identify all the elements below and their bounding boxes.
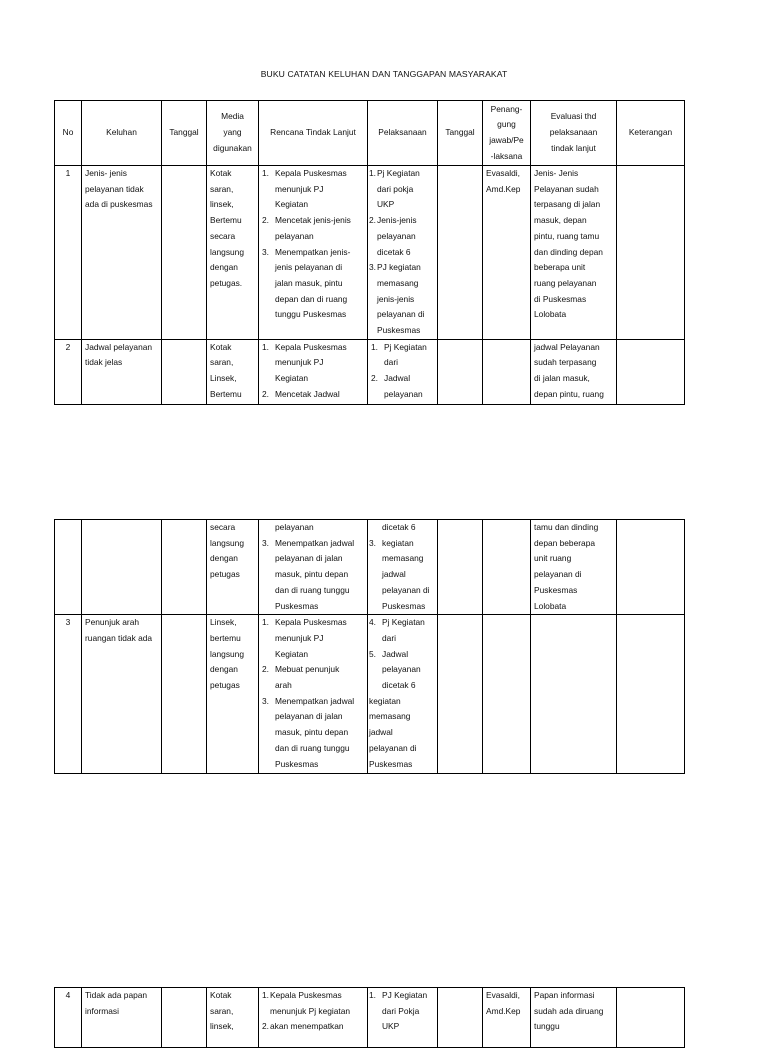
evaluasi-line: sudah terpasang bbox=[534, 357, 597, 368]
header-tanggal-2: Tanggal bbox=[438, 101, 483, 166]
pelaksanaan-item bbox=[369, 647, 437, 694]
row-keluhan bbox=[82, 339, 162, 404]
header-pelaksanaan: Pelaksanaan bbox=[368, 101, 438, 166]
rencana-line: Mencetak Jadwal bbox=[275, 388, 340, 399]
pelaksanaan-line: pelayanan bbox=[377, 230, 416, 241]
evaluasi-line: di Puskesmas bbox=[534, 293, 587, 304]
rencana-item bbox=[262, 988, 367, 1019]
evaluasi-line: ruang pelayanan bbox=[534, 277, 597, 288]
rencana-line: masuk, pintu depan bbox=[275, 727, 349, 738]
header-evaluasi bbox=[531, 101, 617, 166]
rencana-line: menunjuk Pj kegiatan bbox=[270, 1005, 351, 1016]
header-penanggung-line: gung bbox=[497, 119, 516, 130]
rencana-item bbox=[262, 387, 367, 403]
rencana-line: Kepala Puskesmas bbox=[275, 168, 347, 178]
media-line: Bertemu bbox=[210, 215, 242, 226]
row-no: 4 bbox=[55, 988, 82, 1048]
table-row bbox=[55, 615, 685, 774]
rencana-line: pelayanan bbox=[275, 230, 314, 241]
item-number: 1. bbox=[262, 617, 269, 628]
table-row bbox=[55, 520, 685, 615]
pelaksanaan-line: memasang bbox=[369, 711, 411, 722]
media-line: Linsek, bbox=[210, 617, 237, 628]
evaluasi-line: Lolobata bbox=[534, 309, 567, 320]
pelaksanaan-line: dari Pokja bbox=[382, 1005, 420, 1016]
media-line: petugas bbox=[210, 680, 240, 691]
rencana-line: Mencetak jenis-jenis bbox=[275, 215, 351, 226]
header-penanggung-line: jawab/Pe bbox=[489, 135, 524, 145]
rencana-line: pelayanan bbox=[275, 522, 314, 532]
evaluasi-line: beberapa unit bbox=[534, 262, 586, 273]
item-number: 1. bbox=[369, 990, 376, 1000]
rencana-line: menunjuk PJ bbox=[275, 183, 324, 194]
row-keterangan bbox=[617, 615, 685, 774]
media-line: saran, bbox=[210, 357, 234, 368]
header-evaluasi-line: Evaluasi thd bbox=[550, 111, 597, 122]
complaint-table-1 bbox=[54, 100, 685, 405]
row-penanggung-jawab bbox=[483, 988, 531, 1048]
row-tanggal-2 bbox=[438, 166, 483, 340]
row-tanggal bbox=[162, 166, 207, 340]
header-media bbox=[207, 101, 259, 166]
rencana-line: Menempatkan jenis- bbox=[275, 246, 351, 257]
rencana-item bbox=[262, 662, 367, 693]
media-line: secara bbox=[210, 522, 236, 532]
keluhan-line: informasi bbox=[85, 1005, 119, 1016]
row-evaluasi bbox=[531, 520, 617, 615]
row-keluhan bbox=[82, 988, 162, 1048]
pelaksanaan-line: pelayanan bbox=[382, 664, 421, 675]
table-row bbox=[55, 988, 685, 1048]
row-tanggal bbox=[162, 615, 207, 774]
evaluasi-line: Pelayanan sudah bbox=[534, 183, 599, 194]
pelaksanaan-line: pelayanan di bbox=[369, 742, 417, 753]
pelaksanaan-item bbox=[369, 213, 437, 260]
header-media-line: digunakan bbox=[213, 142, 252, 153]
media-line: dengan bbox=[210, 664, 238, 675]
keluhan-line: Tidak ada papan bbox=[85, 990, 148, 1000]
evaluasi-line: pelayanan di bbox=[534, 569, 582, 580]
pelaksanaan-line: dicetak 6 bbox=[382, 680, 416, 691]
rencana-line: akan menempatkan bbox=[270, 1021, 344, 1032]
header-no: No bbox=[55, 101, 82, 166]
pelaksanaan-line: PJ kegiatan bbox=[377, 262, 421, 273]
header-keterangan: Keterangan bbox=[617, 101, 685, 166]
table-header-row bbox=[55, 101, 685, 166]
item-number: 2. bbox=[262, 388, 269, 399]
evaluasi-line: Puskesmas bbox=[534, 584, 578, 595]
item-number: 1. bbox=[371, 341, 378, 352]
pelaksanaan-line: Puskesmas bbox=[369, 758, 413, 769]
pelaksanaan-line: pelayanan bbox=[384, 388, 423, 399]
rencana-line: menunjuk PJ bbox=[275, 357, 324, 368]
rencana-item bbox=[262, 694, 367, 773]
pelaksanaan-line: PJ Kegiatan bbox=[382, 990, 428, 1000]
media-line: saran, bbox=[210, 183, 234, 194]
pelaksanaan-line: Puskesmas bbox=[382, 600, 426, 611]
rencana-line: tunggu Puskesmas bbox=[275, 309, 347, 320]
media-line: Kotak bbox=[210, 990, 232, 1000]
evaluasi-line: tamu dan dinding bbox=[534, 522, 599, 532]
item-number: 3. bbox=[369, 537, 376, 548]
media-line: bertemu bbox=[210, 632, 241, 643]
row-keluhan bbox=[82, 615, 162, 774]
rencana-item bbox=[262, 615, 367, 662]
row-rencana bbox=[259, 339, 368, 404]
row-keterangan bbox=[617, 988, 685, 1048]
pelaksanaan-line: dari bbox=[384, 357, 398, 368]
table-row bbox=[55, 339, 685, 404]
pelaksanaan-line: memasang bbox=[377, 277, 419, 288]
item-number: 3. bbox=[262, 695, 269, 706]
rencana-line: Kepala Puskesmas bbox=[275, 341, 347, 352]
media-line: saran, bbox=[210, 1005, 234, 1016]
row-no: 2 bbox=[55, 339, 82, 404]
row-media bbox=[207, 339, 259, 404]
row-pelaksanaan bbox=[368, 166, 438, 340]
item-number: 1. bbox=[262, 168, 269, 178]
media-line: langsung bbox=[210, 648, 244, 659]
pelaksanaan-line: Jenis-jenis bbox=[377, 215, 417, 226]
evaluasi-line: masuk, depan bbox=[534, 215, 587, 226]
rencana-line: jenis pelayanan di bbox=[275, 262, 343, 273]
pelaksanaan-line: Pj Kegiatan bbox=[377, 168, 420, 178]
pelaksanaan-line: pelayanan di bbox=[382, 584, 430, 595]
row-tanggal bbox=[162, 339, 207, 404]
rencana-item bbox=[262, 340, 367, 387]
header-media-line: yang bbox=[223, 127, 242, 138]
item-number: 4. bbox=[369, 617, 376, 628]
table-row bbox=[55, 166, 685, 340]
rencana-line: jalan masuk, pintu bbox=[275, 277, 343, 288]
row-tanggal-2 bbox=[438, 520, 483, 615]
row-keterangan bbox=[617, 520, 685, 615]
evaluasi-line: sudah ada diruang bbox=[534, 1005, 604, 1016]
row-rencana bbox=[259, 520, 368, 615]
rencana-line: Puskesmas bbox=[275, 600, 319, 611]
row-rencana bbox=[259, 166, 368, 340]
row-penanggung-jawab bbox=[483, 615, 531, 774]
row-media bbox=[207, 615, 259, 774]
rencana-line: Kegiatan bbox=[275, 199, 309, 210]
document-title: BUKU CATATAN KELUHAN DAN TANGGAPAN MASYARAKAT bbox=[260, 69, 508, 79]
pelaksanaan-line: jadwal bbox=[369, 727, 393, 738]
row-tanggal-2 bbox=[438, 615, 483, 774]
penanggung-line: Evasaldi, bbox=[486, 168, 520, 178]
keluhan-line: Jenis- jenis bbox=[85, 168, 127, 178]
rencana-item bbox=[262, 1019, 367, 1035]
evaluasi-line: terpasang di jalan bbox=[534, 199, 601, 210]
row-tanggal-2 bbox=[438, 339, 483, 404]
keluhan-line: Jadwal pelayanan bbox=[85, 341, 153, 352]
media-line: petugas. bbox=[210, 277, 243, 288]
row-keterangan bbox=[617, 166, 685, 340]
evaluasi-line: tunggu bbox=[534, 1021, 560, 1032]
item-number: 2. bbox=[262, 1021, 269, 1032]
pelaksanaan-item bbox=[369, 536, 437, 615]
header-rencana: Rencana Tindak Lanjut bbox=[259, 101, 368, 166]
rencana-item bbox=[262, 166, 367, 213]
evaluasi-line: jadwal Pelayanan bbox=[534, 341, 600, 352]
pelaksanaan-line: kegiatan bbox=[369, 695, 401, 706]
evaluasi-line: unit ruang bbox=[534, 553, 572, 564]
media-line: dengan bbox=[210, 262, 238, 273]
pelaksanaan-line: dicetak 6 bbox=[382, 522, 416, 532]
keluhan-line: Penunjuk arah bbox=[85, 617, 140, 628]
keluhan-line: ada di puskesmas bbox=[85, 199, 153, 210]
header-media-line: Media bbox=[221, 111, 244, 122]
rencana-line: Kepala Puskesmas bbox=[270, 990, 342, 1000]
row-rencana bbox=[259, 988, 368, 1048]
item-number: 2. bbox=[262, 664, 269, 675]
header-penanggung-line: -laksana bbox=[490, 150, 523, 161]
pelaksanaan-item bbox=[371, 340, 437, 371]
rencana-line: Kegiatan bbox=[275, 648, 309, 659]
media-line: Linsek, bbox=[210, 373, 237, 384]
row-keluhan bbox=[82, 520, 162, 615]
media-line: Bertemu bbox=[210, 388, 242, 399]
item-number: 3. bbox=[262, 246, 269, 257]
header-evaluasi-line: pelaksanaan bbox=[549, 127, 598, 138]
media-line: Kotak bbox=[210, 341, 232, 352]
row-media bbox=[207, 988, 259, 1048]
evaluasi-line: depan pintu, ruang bbox=[534, 388, 604, 399]
item-number: 3. bbox=[262, 537, 269, 548]
pelaksanaan-line: UKP bbox=[377, 199, 395, 210]
keluhan-line: pelayanan tidak bbox=[85, 183, 144, 194]
pelaksanaan-item bbox=[369, 988, 437, 1035]
row-keluhan bbox=[82, 166, 162, 340]
media-line: linsek, bbox=[210, 199, 234, 210]
media-line: secara bbox=[210, 230, 236, 241]
item-number: 1. bbox=[262, 341, 269, 352]
penanggung-line: Amd.Kep bbox=[486, 1005, 521, 1016]
evaluasi-line: Papan informasi bbox=[534, 990, 595, 1000]
pelaksanaan-line: memasang bbox=[382, 553, 424, 564]
row-keterangan bbox=[617, 339, 685, 404]
pelaksanaan-line: dari pokja bbox=[377, 183, 414, 194]
rencana-line: pelayanan di jalan bbox=[275, 711, 343, 722]
evaluasi-line: Jenis- Jenis bbox=[534, 168, 579, 178]
row-no bbox=[55, 520, 82, 615]
pelaksanaan-line: Jadwal bbox=[382, 648, 409, 659]
pelaksanaan-item bbox=[371, 371, 437, 402]
row-media bbox=[207, 520, 259, 615]
media-line: dengan bbox=[210, 553, 238, 564]
pelaksanaan-line: Puskesmas bbox=[377, 325, 421, 336]
header-penanggung-jawab bbox=[483, 101, 531, 166]
media-line: Kotak bbox=[210, 168, 232, 178]
evaluasi-line: pintu, ruang tamu bbox=[534, 230, 600, 241]
rencana-line: arah bbox=[275, 680, 292, 691]
rencana-item bbox=[262, 213, 367, 244]
row-rencana bbox=[259, 615, 368, 774]
item-number: 2. bbox=[369, 215, 376, 226]
rencana-line: Menempatkan jadwal bbox=[275, 537, 355, 548]
pelaksanaan-line: jadwal bbox=[382, 569, 406, 580]
item-number: 2. bbox=[262, 215, 269, 226]
pelaksanaan-line: UKP bbox=[382, 1021, 400, 1032]
item-number: 5. bbox=[369, 648, 376, 659]
evaluasi-line: dan dinding depan bbox=[534, 246, 603, 257]
row-penanggung-jawab bbox=[483, 520, 531, 615]
row-penanggung-jawab bbox=[483, 339, 531, 404]
header-tanggal: Tanggal bbox=[162, 101, 207, 166]
row-no: 3 bbox=[55, 615, 82, 774]
item-number: 3. bbox=[369, 262, 376, 273]
pelaksanaan-line: Pj Kegiatan bbox=[384, 341, 427, 352]
keluhan-line: ruangan tidak ada bbox=[85, 632, 153, 643]
pelaksanaan-item bbox=[369, 615, 437, 646]
pelaksanaan-line: Pj Kegiatan bbox=[382, 617, 425, 628]
rencana-item bbox=[262, 245, 367, 324]
row-media bbox=[207, 166, 259, 340]
evaluasi-line: depan beberapa bbox=[534, 537, 596, 548]
rencana-line: menunjuk PJ bbox=[275, 632, 324, 643]
row-tanggal bbox=[162, 520, 207, 615]
row-evaluasi bbox=[531, 166, 617, 340]
pelaksanaan-line: kegiatan bbox=[382, 537, 414, 548]
row-pelaksanaan bbox=[368, 520, 438, 615]
rencana-line: Kepala Puskesmas bbox=[275, 617, 347, 628]
complaint-table-3 bbox=[54, 987, 685, 1048]
rencana-line: dan di ruang tunggu bbox=[275, 584, 350, 595]
rencana-line: Kegiatan bbox=[275, 373, 309, 384]
item-number: 2. bbox=[371, 373, 378, 384]
item-number: 1. bbox=[262, 990, 269, 1000]
rencana-line: depan dan di ruang bbox=[275, 293, 348, 304]
rencana-line: dan di ruang tunggu bbox=[275, 742, 350, 753]
media-line: petugas bbox=[210, 569, 240, 580]
pelaksanaan-item bbox=[369, 166, 437, 213]
row-evaluasi bbox=[531, 615, 617, 774]
rencana-line: Menempatkan jadwal bbox=[275, 695, 355, 706]
media-line: langsung bbox=[210, 537, 244, 548]
rencana-item bbox=[262, 536, 367, 615]
row-evaluasi bbox=[531, 339, 617, 404]
item-number: 1. bbox=[369, 168, 376, 178]
rencana-line: Puskesmas bbox=[275, 758, 319, 769]
keluhan-line: tidak jelas bbox=[85, 357, 123, 368]
row-pelaksanaan bbox=[368, 615, 438, 774]
row-pelaksanaan bbox=[368, 339, 438, 404]
rencana-line: pelayanan di jalan bbox=[275, 553, 343, 564]
evaluasi-line: di jalan masuk, bbox=[534, 373, 590, 384]
header-evaluasi-line: tindak lanjut bbox=[551, 142, 596, 153]
row-tanggal bbox=[162, 988, 207, 1048]
pelaksanaan-line: jenis-jenis bbox=[377, 293, 415, 304]
penanggung-line: Evasaldi, bbox=[486, 990, 520, 1000]
row-evaluasi bbox=[531, 988, 617, 1048]
evaluasi-line: Lolobata bbox=[534, 600, 567, 611]
pelaksanaan-line: Jadwal bbox=[384, 373, 411, 384]
pelaksanaan-item bbox=[369, 260, 437, 339]
media-line: linsek, bbox=[210, 1021, 234, 1032]
row-penanggung-jawab bbox=[483, 166, 531, 340]
header-keluhan: Keluhan bbox=[82, 101, 162, 166]
pelaksanaan-line: dari bbox=[382, 632, 396, 643]
pelaksanaan-line: pelayanan di bbox=[377, 309, 425, 320]
penanggung-line: Amd.Kep bbox=[486, 183, 521, 194]
complaint-table-2 bbox=[54, 519, 685, 774]
header-penanggung-line: Penang- bbox=[490, 103, 523, 114]
row-no: 1 bbox=[55, 166, 82, 340]
row-tanggal-2 bbox=[438, 988, 483, 1048]
pelaksanaan-line: dicetak 6 bbox=[377, 246, 411, 257]
row-pelaksanaan bbox=[368, 988, 438, 1048]
media-line: langsung bbox=[210, 246, 244, 257]
rencana-line: masuk, pintu depan bbox=[275, 569, 349, 580]
rencana-line: Mebuat penunjuk bbox=[275, 664, 340, 675]
